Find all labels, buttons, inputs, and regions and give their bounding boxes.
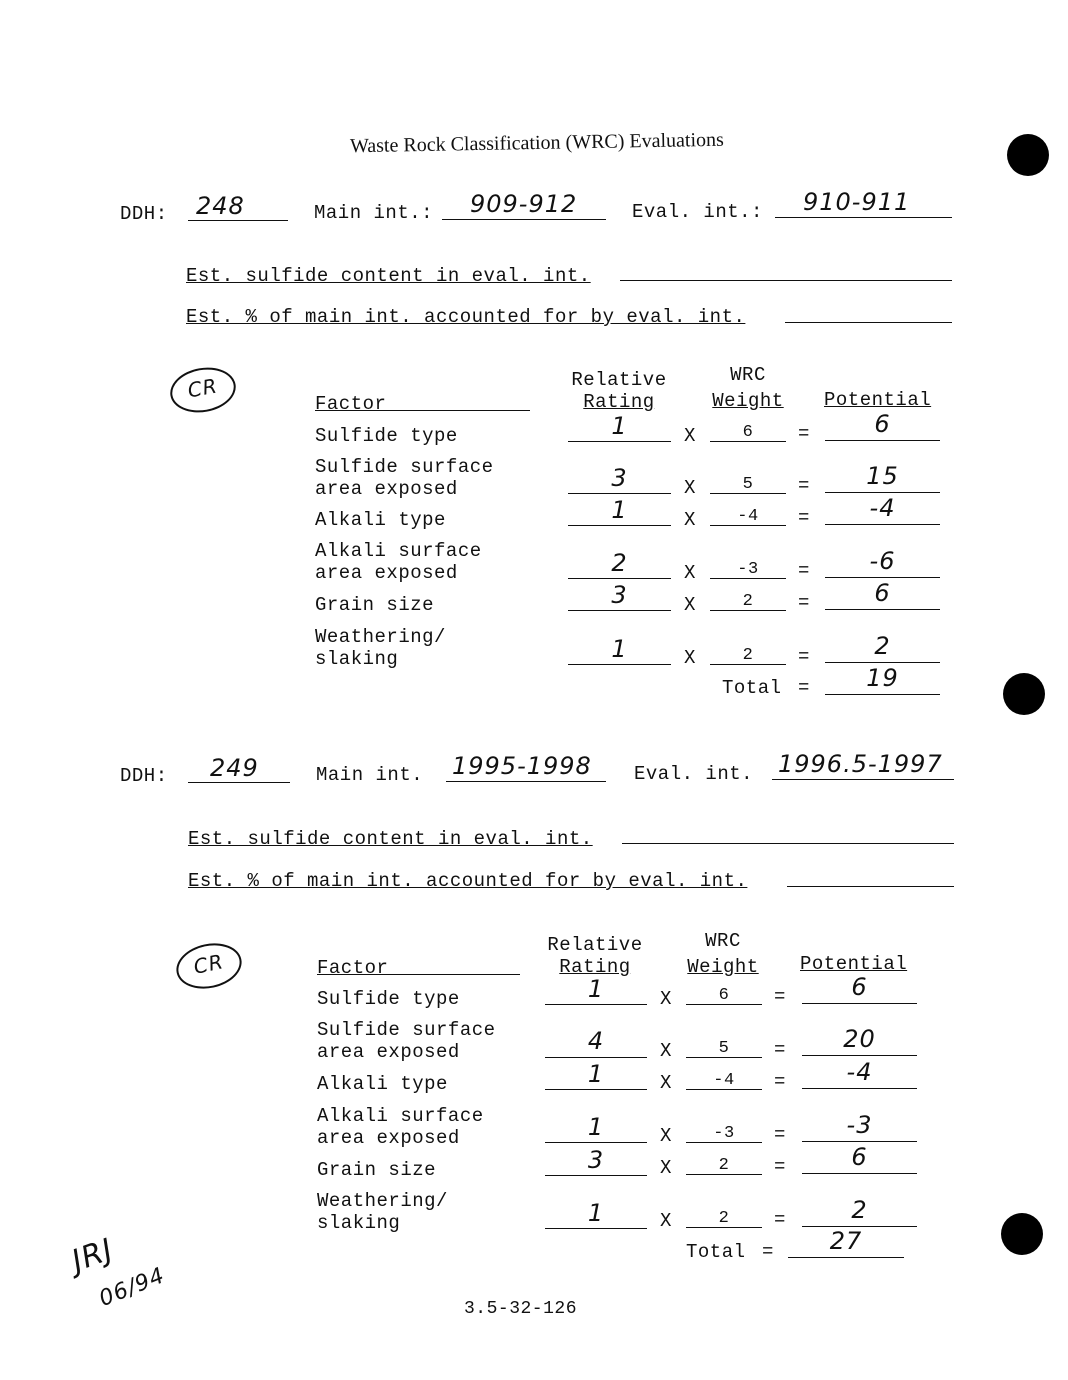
potential-header: Potential [800,953,908,975]
ddh-line [188,220,288,221]
weight-value: -4 [737,507,759,526]
rating-value: 1 [587,1199,605,1227]
ddh-label: DDH: [120,203,168,225]
rating-value: 4 [587,1027,605,1055]
potential-value: -4 [869,494,896,522]
binder-hole-bottom [1001,1213,1043,1255]
factor-header-line [317,974,520,975]
multiply-sign: X [660,988,672,1010]
potential-value: 2 [851,1196,868,1224]
potential-value: -3 [846,1111,873,1139]
equals-sign: = [762,1241,774,1263]
page-title: Waste Rock Classification (WRC) Evaluations [349,128,725,158]
est-pct-line [787,886,954,887]
handwritten-initials: JRJ [67,1231,119,1280]
est-sulfide-label: Est. sulfide content in eval. int. [186,265,591,287]
multiply-sign: X [684,509,696,531]
potential-value: -6 [869,547,896,575]
factor-sulfide-type: Sulfide type [317,988,460,1010]
rating-value: 3 [611,464,628,492]
est-pct-line [785,322,952,323]
potential-line [825,524,940,525]
rating-value: 1 [611,412,628,440]
est-pct-label: Est. % of main int. accounted for by eval. int. [188,870,748,892]
weight-value: 6 [742,423,754,442]
multiply-sign: X [684,594,696,616]
potential-value: -4 [846,1058,873,1086]
equals-sign: = [774,986,786,1008]
est-sulfide-line [622,843,954,844]
factor-grain-size: Grain size [315,594,435,616]
weight-value: -3 [713,1124,735,1143]
potential-line [825,662,940,663]
binder-hole-top [1007,134,1049,176]
potential-value: 6 [851,1143,868,1171]
potential-line [802,1003,917,1004]
factor-area-exposed: area exposed [317,1127,460,1149]
equals-sign: = [798,560,810,582]
multiply-sign: X [684,562,696,584]
potential-value: 6 [874,579,891,607]
main-int-label: Main int. [316,764,424,786]
rating-line [568,578,671,579]
rating-line [545,1004,647,1005]
rating-line [545,1142,647,1143]
rating-line [568,441,671,442]
relative-header: Relative Rating [547,934,643,978]
total-value: 27 [829,1227,863,1255]
multiply-sign: X [684,425,696,447]
main-int-value: 909-912 [470,190,578,218]
eval-int-value: 910-911 [803,188,911,216]
rating-value: 3 [587,1146,605,1174]
potential-line [802,1141,917,1142]
factor-header: Factor [317,957,389,979]
equals-sign: = [774,1071,786,1093]
factor-slaking: slaking [317,1212,401,1234]
weight-value: 5 [718,1039,730,1058]
equals-sign: = [798,592,810,614]
total-value: 19 [866,664,899,692]
factor-alkali-surface: Alkali surface [315,540,482,562]
weight-value: 6 [718,986,730,1005]
weight-value: 2 [742,646,754,665]
equals-sign: = [798,646,810,668]
rating-line [545,1175,647,1176]
eval-int-line [772,779,954,780]
wrc-weight-header: WRC Weight [712,364,784,412]
factor-area-exposed: area exposed [317,1041,460,1063]
factor-area-exposed: area exposed [315,478,458,500]
factor-slaking: slaking [315,648,399,670]
potential-value: 2 [874,632,891,660]
factor-alkali-type: Alkali type [315,509,446,531]
weight-value: 2 [718,1156,730,1175]
equals-sign: = [798,677,810,699]
eval-int-value: 1996.5-1997 [778,750,943,778]
binder-hole-middle [1003,673,1045,715]
potential-header: Potential [824,389,932,411]
eval-int-line [775,217,952,218]
equals-sign: = [774,1124,786,1146]
est-sulfide-line [620,280,952,281]
equals-sign: = [774,1039,786,1061]
factor-alkali-surface: Alkali surface [317,1105,484,1127]
equals-sign: = [774,1209,786,1231]
rating-value: 1 [611,635,628,663]
rating-value: 1 [587,1060,605,1088]
main-int-line [442,219,606,220]
factor-alkali-type: Alkali type [317,1073,448,1095]
equals-sign: = [798,507,810,529]
rating-line [545,1089,647,1090]
page-number: 3.5-32-126 [464,1299,578,1319]
factor-sulfide-surface: Sulfide surface [315,456,494,478]
rating-line [568,493,671,494]
equals-sign: = [774,1156,786,1178]
factor-weathering: Weathering/ [317,1190,448,1212]
potential-value: 6 [874,410,891,438]
ddh-label: DDH: [120,765,168,787]
potential-line [825,609,940,610]
rating-value: 1 [587,1113,605,1141]
potential-line [825,440,940,441]
total-label: Total [722,677,782,699]
potential-line [825,492,940,493]
weight-value: -3 [737,560,759,579]
main-int-value: 1995-1998 [452,752,592,780]
multiply-sign: X [660,1072,672,1094]
rating-value: 1 [611,496,628,524]
weight-value: 2 [718,1209,730,1228]
rating-line [568,664,671,665]
weight-value: -4 [713,1071,735,1090]
rating-value: 3 [611,581,628,609]
ddh-value: 248 [196,192,245,220]
multiply-sign: X [660,1210,672,1232]
potential-line [802,1055,917,1056]
main-int-line [446,781,606,782]
rating-value: 2 [611,549,628,577]
multiply-sign: X [660,1125,672,1147]
rating-line [568,610,671,611]
total-label: Total [686,1241,746,1263]
cr-circle-mark: CR [172,938,246,995]
potential-line [802,1173,917,1174]
total-line [825,694,940,695]
equals-sign: = [798,423,810,445]
handwritten-date: 06/94 [95,1263,169,1312]
rating-value: 1 [587,975,605,1003]
factor-grain-size: Grain size [317,1159,437,1181]
multiply-sign: X [684,477,696,499]
cr-circle-mark: CR [167,363,240,418]
rating-line [568,525,671,526]
main-int-label: Main int.: [314,202,434,224]
factor-area-exposed: area exposed [315,562,458,584]
factor-header: Factor [315,393,387,415]
potential-value: 6 [851,973,868,1001]
eval-int-label: Eval. int.: [632,201,763,223]
relative-header: Relative Rating [571,369,667,413]
est-pct-label: Est. % of main int. accounted for by eval. int. [186,306,746,328]
weight-value: 2 [742,592,754,611]
factor-sulfide-type: Sulfide type [315,425,458,447]
rating-line [545,1228,647,1229]
multiply-sign: X [660,1040,672,1062]
weight-value: 5 [742,475,754,494]
potential-line [825,577,940,578]
multiply-sign: X [660,1157,672,1179]
potential-value: 15 [866,462,899,490]
ddh-line [188,782,290,783]
eval-int-label: Eval. int. [634,763,754,785]
rating-line [545,1057,647,1058]
factor-header-line [315,410,530,411]
equals-sign: = [798,475,810,497]
multiply-sign: X [684,647,696,669]
total-line [788,1257,904,1258]
potential-value: 20 [843,1025,876,1053]
est-sulfide-label: Est. sulfide content in eval. int. [188,828,593,850]
potential-line [802,1088,917,1089]
factor-weathering: Weathering/ [315,626,446,648]
ddh-value: 249 [210,754,259,782]
factor-sulfide-surface: Sulfide surface [317,1019,496,1041]
wrc-weight-header: WRC Weight [687,930,759,978]
